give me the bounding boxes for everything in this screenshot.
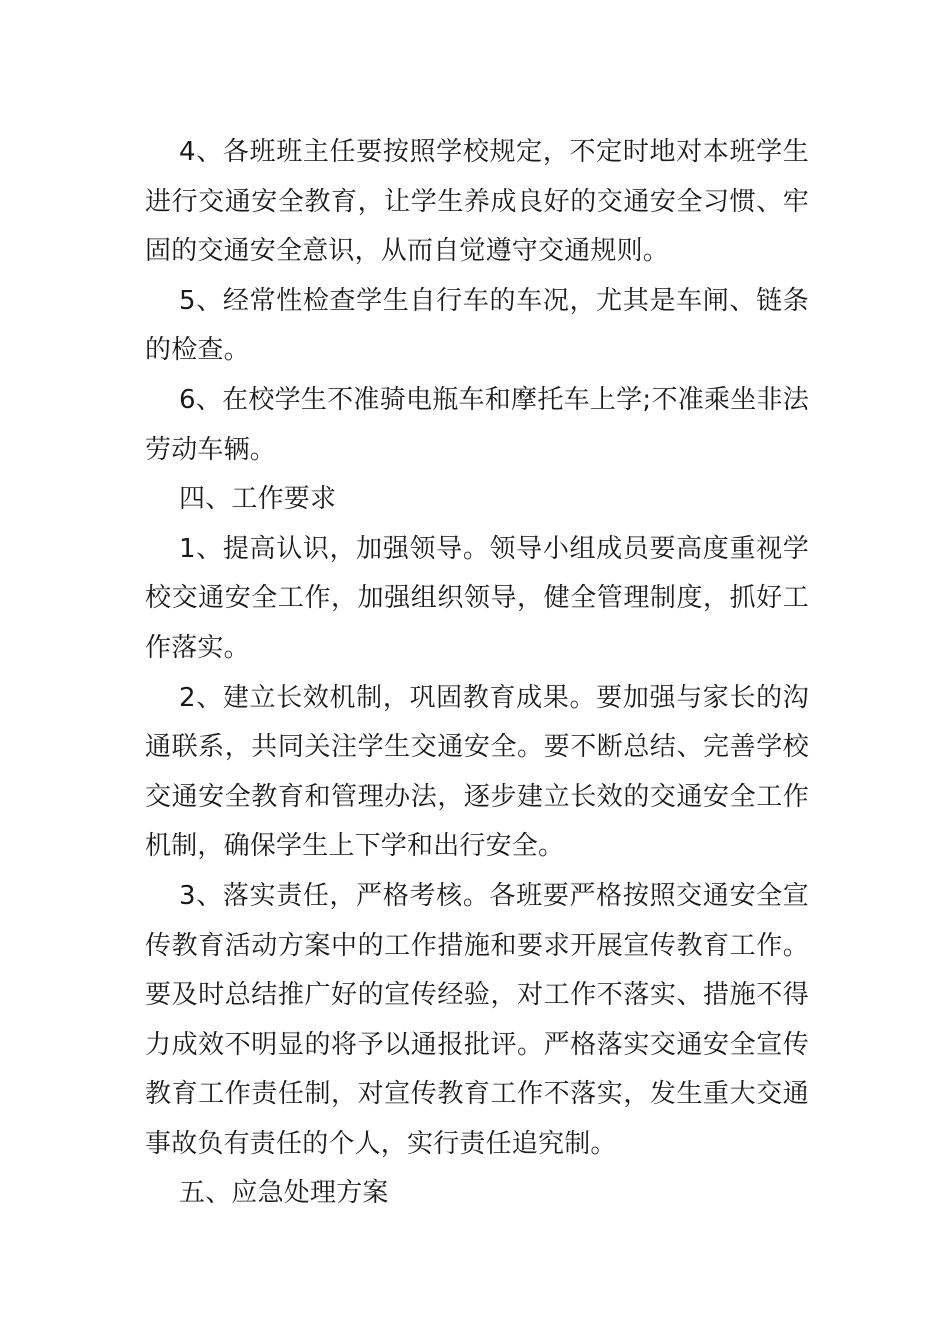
document-body <box>145 128 809 1219</box>
paragraph-item-5-bicycle-check: 5、经常性检查学生自行车的车况，尤其是车闸、链条的检查。 <box>145 285 809 366</box>
paragraph-req-3-responsibility: 3、落实责任，严格考核。各班要严格按照交通安全宣传教育活动方案中的工作措施和要求开展宣传教育工作。要及时总结推广好的宣传经验，对工作不落实、措施不得力成效不明显的将予以通报批评。严格落实交通安全宣传教育工作责任制，对宣传教育工作不落实，发生重大交通事故负有责任的个人，实行责任追究制。 <box>145 880 809 1159</box>
paragraph-req-2-mechanism: 2、建立长效机制，巩固教育成果。要加强与家长的沟通联系，共同关注学生交通安全。要不断总结、完善学校交通安全教育和管理办法，逐步建立长效的交通安全工作机制，确保学生上下学和出行安全。 <box>145 682 809 862</box>
paragraph-req-1-leadership: 1、提高认识，加强领导。领导小组成员要高度重视学校交通安全工作，加强组织领导，健全管理制度，抓好工作落实。 <box>145 533 809 663</box>
section-heading-work-requirements: 四、工作要求 <box>179 484 337 515</box>
section-heading-emergency-plan: 五、应急处理方案 <box>179 1178 389 1209</box>
paragraph-item-6-vehicle-ban: 6、在校学生不准骑电瓶车和摩托车上学;不准乘坐非法劳动车辆。 <box>145 384 809 465</box>
paragraph-item-4-education: 4、各班班主任要按照学校规定，不定时地对本班学生进行交通安全教育，让学生养成良好的交通安全习惯、牢固的交通安全意识，从而自觉遵守交通规则。 <box>145 137 809 267</box>
